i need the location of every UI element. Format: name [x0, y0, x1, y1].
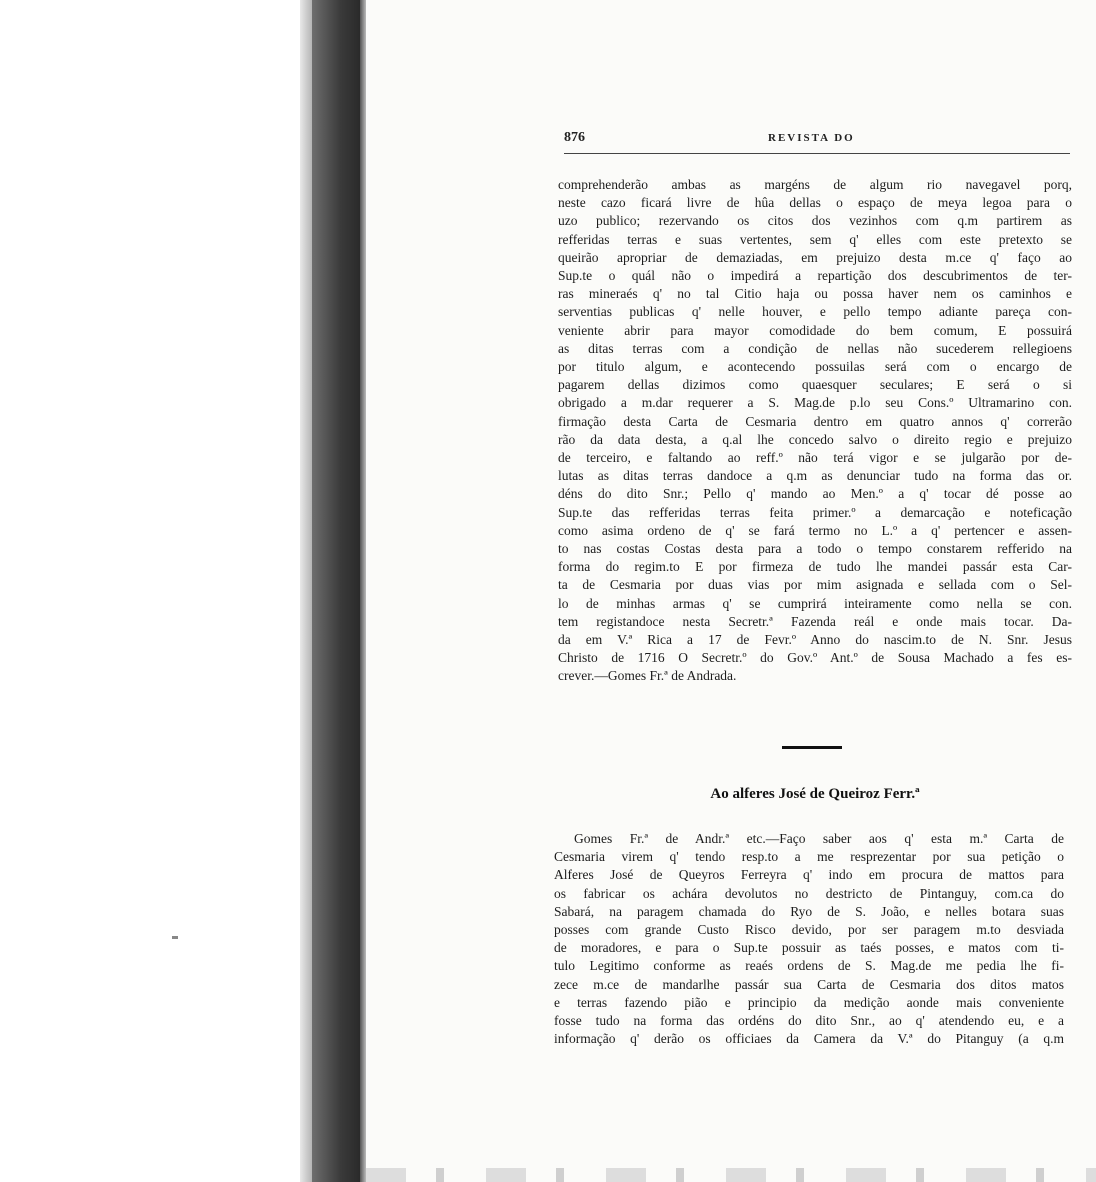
text-line: veniente abrir para mayor comodidade do bem comum, E possuirá	[558, 322, 1072, 338]
text-line: posses com grande Custo Risco devido, por ser paragem m.to desviada	[554, 922, 1064, 938]
blank-left-page	[0, 0, 300, 1182]
section-title: Ao alferes José de Queiroz Ferr.ª	[710, 786, 920, 802]
text-line: e terras fazendo pião e principio da medição aonde mais conveniente	[554, 994, 1064, 1010]
text-line: refferidas terras e suas vertentes, sem q' elles com este pretexto se	[558, 231, 1072, 247]
page-header	[564, 130, 1072, 152]
text-line: to nas costas Costas desta para a todo o tempo constarem refferido na	[558, 541, 1072, 557]
text-line: de moradores, e para o Sup.te possuir as taés posses, e matos com ti-	[554, 940, 1064, 956]
header-rule	[564, 153, 1070, 154]
text-line: obrigado a m.dar requerer a S. Mag.de p.lo seu Cons.º Ultramarino con.	[558, 395, 1072, 411]
page-number: 876	[564, 130, 585, 145]
text-line: ras mineraés q' no tal Citio haja ou possa haver nem os caminhos e	[558, 286, 1072, 302]
text-line: por titulo algum, e acontecendo possuilas será com o encargo de	[558, 359, 1072, 375]
text-line: queirão apropriar de demaziadas, em prejuizo desta m.ce q' faço ao	[558, 249, 1072, 265]
text-line: crever.—Gomes Fr.ª de Andrada.	[558, 668, 737, 684]
text-line: Cesmaria virem q' tendo resp.to a me resprezentar por sua petição o	[554, 849, 1064, 865]
text-line: de terceiro, e faltando ao reff.º não terá vigor e se julgarão por de-	[558, 450, 1072, 466]
text-line: forma do regim.to E por firmeza de tudo lhe mandei passár esta Car-	[558, 559, 1072, 575]
text-line: ta de Cesmaria por duas vias por mim asignada e sellada com o Sel-	[558, 577, 1072, 593]
book-gutter-shadow	[300, 0, 312, 1182]
book-spine	[312, 0, 360, 1182]
text-line: os fabricar os achára devolutos no destricto de Pintanguy, com.ca do	[554, 885, 1064, 901]
text-line: pagarem dellas dizimos como quaesquer seculares; E será o si	[558, 377, 1072, 393]
scan-speck	[172, 936, 178, 939]
text-line: rão da data desta, a q.al lhe concedo salvo o direito regio e prejuizo	[558, 431, 1072, 447]
document-paragraph	[558, 176, 1072, 686]
text-line: Christo de 1716 O Secretr.º do Gov.º Ant.º de Sousa Machado a fes es-	[558, 650, 1072, 666]
text-line: Gomes Fr.ª de Andr.ª etc.—Faço saber aos q' esta m.ª Carta de	[574, 831, 1064, 846]
section-separator	[782, 746, 842, 749]
text-line: uzo publico; rezervando os citos dos vezinhos com q.m partirem as	[558, 213, 1072, 229]
text-line: fosse tudo na forma das ordéns do dito Snr., ao q' atendendo eu, e a	[554, 1013, 1064, 1029]
text-line: tem registandoce nesta Secretr.ª Fazenda reál e onde mais tocar. Da-	[558, 613, 1072, 629]
text-line: tulo Legitimo conforme as reaés ordens de S. Mag.de me pedia lhe fi-	[554, 958, 1064, 974]
text-line: serventias publicas q' nelle houver, e pello tempo adiante pareça con-	[558, 304, 1072, 320]
bottom-scan-edge	[366, 1168, 1096, 1182]
text-line: as ditas terras com a condição de nellas não sucederem rellegioens	[558, 340, 1072, 356]
text-line: déns do dito Snr.; Pello q' mando ao Men.º a q' tocar dé posse ao	[558, 486, 1072, 502]
text-line: como asima ordeno de q' se fará termo no L.º a q' pertencer e assen-	[558, 522, 1072, 538]
text-line: Sup.te das refferidas terras feita primer.º a demarcação e noteficação	[558, 504, 1072, 520]
text-line: neste cazo ficará livre de hûa dellas o espaço de meya legoa para o	[558, 195, 1072, 211]
text-line: Sabará, na paragem chamada do Ryo de S. João, e nelles botara suas	[554, 903, 1064, 919]
text-line: lutas as ditas terras dandoce a q.m as denunciar tudo na forma das or.	[558, 468, 1072, 484]
text-line: Sup.te o quál não o impedirá a repartição dos descubrimentos de ter-	[558, 268, 1072, 284]
text-line: comprehenderão ambas as margéns de algum rio navegavel porq,	[558, 177, 1072, 192]
text-line: Alferes José de Queyros Ferreyra q' indo em procura de mattos para	[554, 867, 1064, 883]
document-paragraph	[554, 830, 1064, 1048]
text-line: zece m.ce de mandarlhe passár sua Carta de Cesmaria dos ditos matos	[554, 976, 1064, 992]
running-head: REVISTA DO	[768, 132, 855, 144]
text-line: da em V.ª Rica a 17 de Fevr.º Anno do nascim.to de N. Snr. Jesus	[558, 632, 1072, 648]
text-line: informação q' derão os officiaes da Camera da V.ª do Pitanguy (a q.m	[554, 1031, 1064, 1047]
text-line: lo de minhas armas q' se cumprirá inteiramente como nella se con.	[558, 595, 1072, 611]
text-line: firmação desta Carta de Cesmaria dentro em quatro annos q' correrão	[558, 413, 1072, 429]
